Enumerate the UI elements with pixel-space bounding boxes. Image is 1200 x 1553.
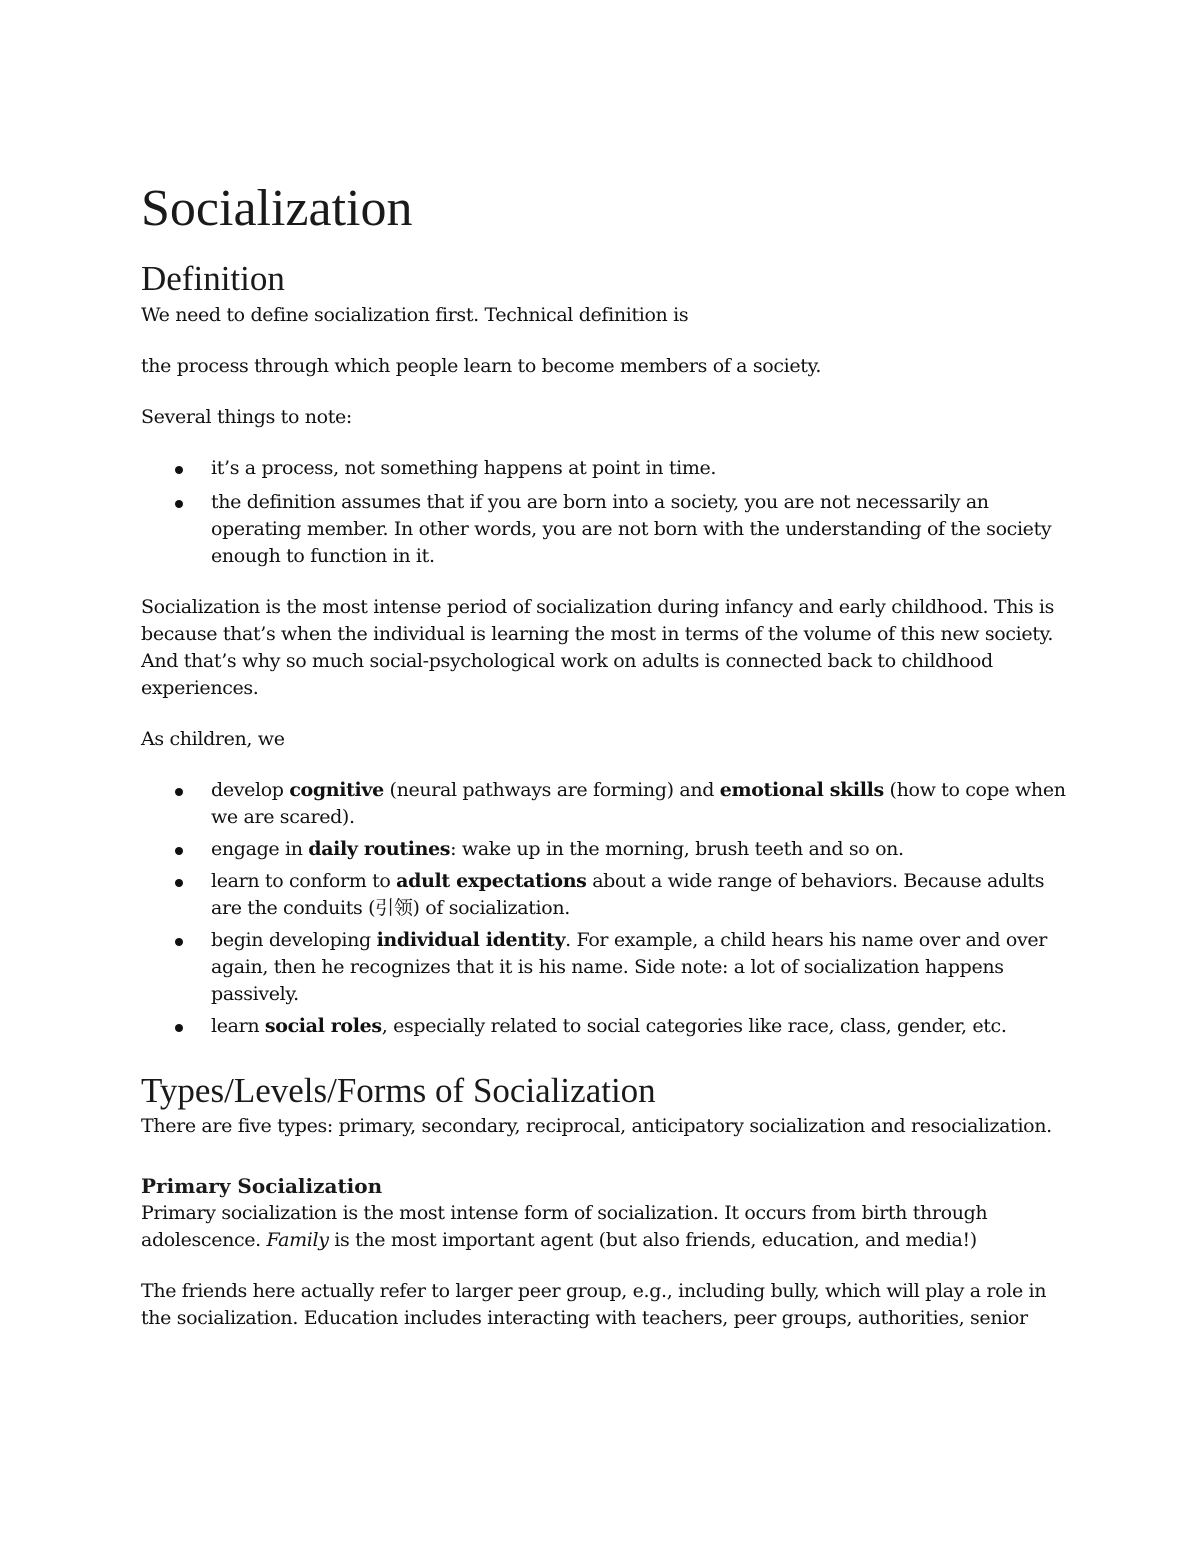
bold-term: daily routines — [308, 838, 451, 860]
bold-term: cognitive — [289, 779, 384, 801]
bold-term: social roles — [264, 1015, 382, 1037]
bold-term: individual identity — [376, 929, 566, 951]
primary-heading: Primary Socialization — [141, 1174, 383, 1198]
children-list — [141, 777, 1071, 1040]
notes-list — [141, 455, 1071, 570]
list-item: develop cognitive (neural pathways are forming) and emotional skills (how to cope when we are scared). — [211, 777, 1071, 831]
bold-term: adult expectations — [396, 870, 587, 892]
definition-heading: Definition — [141, 259, 285, 298]
list-item: it’s a process, not something happens at point in time. — [211, 455, 1071, 482]
types-intro: There are five types: primary, secondary, reciprocal, anticipatory socialization and resocialization. — [141, 1115, 1052, 1137]
document-title: Socialization — [141, 180, 413, 237]
list-item: the definition assumes that if you are born into a society, you are not necessarily an operating member. In other words, you are not born with the understanding of the society enough to function in it. — [211, 489, 1071, 570]
children-intro: As children, we — [141, 728, 285, 750]
primary-paragraph: Primary socialization is the most intense form of socialization. It occurs from birth through adolescence. Family is the most important agent (but also friends, education, and media!) — [141, 1202, 988, 1251]
intense-paragraph: Socialization is the most intense period of socialization during infancy and early childhood. This is because that’s when the individual is learning the most in terms of the volume of this new society. And that’s why so much social-psychological work on adults is connected back to childhood experiences. — [141, 596, 1055, 699]
list-item: engage in daily routines: wake up in the morning, brush teeth and so on. — [211, 836, 1071, 863]
document-page — [141, 178, 1071, 1332]
notes-intro: Several things to note: — [141, 406, 352, 428]
list-item: learn social roles, especially related to social categories like race, class, gender, etc. — [211, 1013, 1071, 1040]
definition-intro: We need to define socialization first. Technical definition is — [141, 304, 689, 326]
types-heading: Types/Levels/Forms of Socialization — [141, 1071, 656, 1110]
italic-term: Family — [266, 1229, 329, 1251]
list-item: begin developing individual identity. For example, a child hears his name over and over again, then he recognizes that it is his name. Side note: a lot of socialization happens passively. — [211, 927, 1071, 1008]
friends-paragraph: The friends here actually refer to larger peer group, e.g., including bully, which will play a role in the socialization. Education includes interacting with teachers, peer groups, authorities, senior — [141, 1280, 1047, 1329]
list-item: learn to conform to adult expectations about a wide range of behaviors. Because adults are the conduits (引领) of socialization. — [211, 868, 1071, 922]
definition-text: the process through which people learn to become members of a society. — [141, 355, 822, 377]
bold-term: emotional skills — [719, 779, 884, 801]
